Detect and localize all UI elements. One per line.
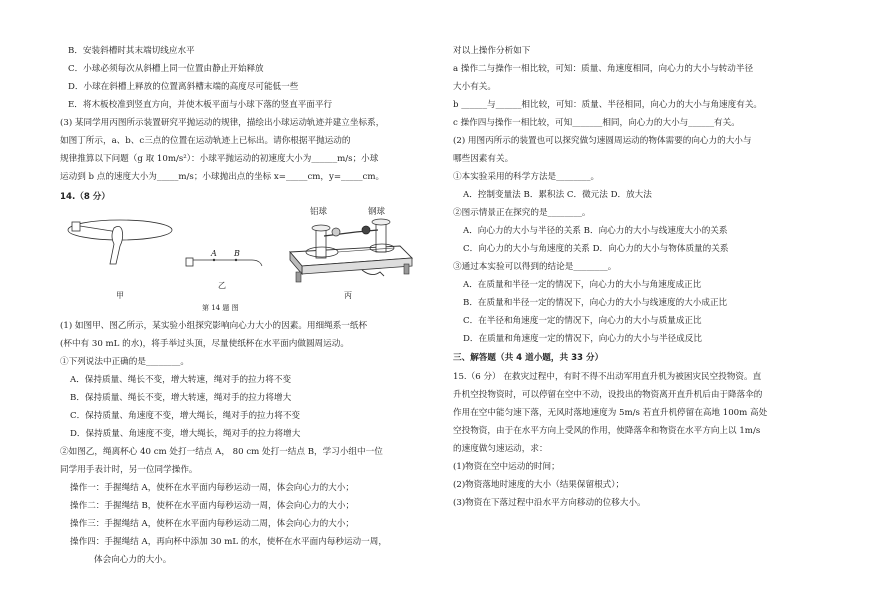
explore-options-ab: A．向心力的大小与半径的关系 B．向心力的大小与线速度大小的关系 bbox=[463, 226, 728, 236]
leg-right bbox=[404, 264, 409, 274]
analysis-a-line2: 大小有关。 bbox=[453, 82, 496, 92]
steel-ball bbox=[362, 226, 370, 234]
analysis-a-line1: a 操作二与操作一相比较，可知：质量、角速度相同，向心力的大小与转动半径 bbox=[453, 64, 754, 74]
q14-explore-prompt: ②图示情景正在探究的是________。 bbox=[453, 208, 591, 218]
operation-2: 操作二：手握绳结 B，使杯在水平面内每秒运动一周，体会向心力的大小； bbox=[70, 501, 355, 511]
q14-part1-line2: (杯中有 30 mL 的水)，将手举过头顶，尽量使纸杯在水平面内做圆周运动。 bbox=[60, 339, 349, 349]
paper-cup-yi bbox=[186, 258, 193, 266]
q15-sub2: (2)物资落地时速度的大小（结果保留根式）； bbox=[453, 480, 625, 490]
q14-figure-svg bbox=[62, 202, 418, 312]
q15-sub3: (3)物资在下落过程中沿水平方向移动的位移大小。 bbox=[453, 498, 646, 508]
label-bing: 丙 bbox=[344, 291, 352, 300]
analysis-c: c 操作四与操作一相比较，可知_______相同，向心力的大小与______有关。 bbox=[453, 118, 740, 128]
leg-left bbox=[296, 272, 301, 282]
option-c-release: C．小球必须每次从斜槽上同一位置由静止开始释放 bbox=[68, 64, 264, 74]
q13-part3-line1: (3) 某同学用丙图所示装置研究平抛运动的规律，描绘出小球运动轨迹并建立坐标系， bbox=[60, 118, 385, 128]
operation-3: 操作三：手握绳结 A，使杯在水平面内每秒运动二周，体会向心力的大小； bbox=[70, 519, 354, 529]
section-3-heading: 三、解答题（共 4 道小题，共 33 分） bbox=[453, 353, 604, 363]
conclusion-option-b: B．在质量和半径一定的情况下，向心力的大小与线速度的大小成正比 bbox=[463, 298, 728, 308]
q14-conclusion-prompt: ③通过本实验可以得到的结论是________。 bbox=[453, 262, 617, 272]
q14-option-a: A．保持质量、绳长不变，增大转速，绳对手的拉力将不变 bbox=[70, 375, 292, 385]
label-a: A bbox=[211, 249, 217, 258]
analysis-b: b ______与______相比较，可知：质量、半径相同，向心力的大小与角速度有关。 bbox=[453, 100, 763, 110]
label-jia: 甲 bbox=[116, 291, 124, 300]
operation-4: 操作四：手握绳结 A，再向杯中添加 30 mL 的水，使杯在水平面内每秒运动一周， bbox=[70, 537, 387, 547]
analysis-intro: 对以上操作分析如下 bbox=[453, 46, 531, 56]
q15-line3: 作用在空中能匀速下落，无风时落地速度为 5m/s 若直升机停留在高地 100m 高处 bbox=[453, 408, 768, 418]
explore-options-cd: C．向心力的大小与角速度的关系 D．向心力的大小与物体质量的关系 bbox=[463, 244, 729, 254]
q15-sub1: (1)物资在空中运动的时间； bbox=[453, 462, 560, 472]
q14-part2-line2: 哪些因素有关。 bbox=[453, 154, 514, 164]
q13-part3-line4: 运动到 b 点的速度大小为_____m/s；小球抛出点的坐标 x=_____cm，y=_____cm。 bbox=[60, 172, 385, 182]
q13-part3-line3: 规律推算以下问题（g 取 10m/s²）：小球平抛运动的初速度大小为______m/s；小球 bbox=[60, 154, 379, 164]
q14-sub2-line1: ②如图乙，绳离杯心 40 cm 处打一结点 A， 80 cm 处打一结点 B，学习小组中一位 bbox=[60, 447, 383, 457]
sleeve-right bbox=[372, 219, 390, 225]
q14-figure bbox=[62, 202, 418, 312]
label-yi: 乙 bbox=[218, 281, 226, 290]
sleeve-left bbox=[312, 225, 330, 231]
q14-option-b: B．保持质量、绳长不变，增大转速，绳对手的拉力将增大 bbox=[70, 393, 292, 403]
q15-line5: 的速度做匀速运动，求： bbox=[453, 444, 548, 454]
option-b-slope: B．安装斜槽时其末端切线应水平 bbox=[68, 46, 195, 56]
crank-handle bbox=[362, 270, 384, 276]
q14-option-c: C．保持质量、角速度不变，增大绳长，绳对手的拉力将不变 bbox=[70, 411, 301, 421]
conclusion-option-a: A．在质量和半径一定的情况下，向心力的大小与角速度成正比 bbox=[463, 280, 702, 290]
string-jia bbox=[80, 226, 118, 232]
conclusion-option-c: C．在半径和角速度一定的情况下，向心力的大小与质量成正比 bbox=[463, 316, 702, 326]
option-d-height: D．小球在斜槽上释放的位置离斜槽末端的高度尽可能低一些 bbox=[68, 82, 299, 92]
operation-4-cont: 体会向心力的大小。 bbox=[94, 555, 172, 565]
q13-part3-line2: 如图丁所示，a、b、c三点的位置在运动轨迹上已标出。请你根据平抛运动的 bbox=[60, 136, 351, 146]
knot-a bbox=[213, 259, 215, 261]
aluminum-ball bbox=[332, 228, 340, 236]
method-options: A．控制变量法 B．累积法 C．微元法 D．放大法 bbox=[463, 190, 652, 200]
label-steel: 钢球 bbox=[368, 207, 386, 217]
figure-yi bbox=[186, 249, 262, 290]
label-b: B bbox=[234, 249, 240, 258]
operation-1: 操作一：手握绳结 A，使杯在水平面内每秒运动一周，体会向心力的大小； bbox=[70, 483, 354, 493]
q14-sub1-prompt: ①下列说法中正确的是________。 bbox=[60, 357, 189, 367]
tower-right bbox=[376, 222, 386, 252]
knot-b bbox=[235, 259, 237, 261]
hand-arm bbox=[110, 226, 123, 264]
string-yi bbox=[193, 260, 262, 266]
q14-part1-line1: (1) 如图甲、图乙所示，某实验小组探究影响向心力大小的因素。用细绳系一纸杯 bbox=[60, 321, 368, 331]
paper-cup bbox=[72, 222, 80, 231]
label-aluminum: 铝球 bbox=[310, 207, 328, 217]
q14-title: 14.（8 分） bbox=[60, 192, 110, 202]
q14-part2-line1: (2) 用图丙所示的装置也可以探究做匀速圆周运动的物体需要的向心力的大小与 bbox=[453, 136, 752, 146]
figure-caption: 第 14 题 图 bbox=[202, 304, 239, 312]
q14-method-prompt: ①本实验采用的科学方法是________。 bbox=[453, 172, 600, 182]
figure-bing bbox=[290, 206, 412, 300]
q15-line4: 空投物资，由于在水平方向上受风的作用，使降落伞和物资在水平方向上以 1m/s bbox=[453, 426, 761, 436]
option-e-board: E．将木板校准到竖直方向，并使木板平面与小球下落的竖直平面平行 bbox=[68, 100, 333, 110]
q15-line2: 升机空投物资时，可以停留在空中不动，设投出的物资离开直升机后由于降落伞的 bbox=[453, 390, 763, 400]
figure-jia bbox=[68, 220, 172, 300]
q14-sub2-line2: 同学用手表计时，另一位同学操作。 bbox=[60, 465, 198, 475]
conclusion-option-d: D．在质量和角速度一定的情况下，向心力的大小与半径成反比 bbox=[463, 334, 702, 344]
q15-line1: 15.（6 分） 在救灾过程中，有时不得不出动军用直升机为被困灾民空投物资。直 bbox=[453, 372, 762, 382]
q14-option-d: D．保持质量、角速度不变，增大绳长，绳对手的拉力将增大 bbox=[70, 429, 301, 439]
tower-left bbox=[316, 228, 326, 258]
